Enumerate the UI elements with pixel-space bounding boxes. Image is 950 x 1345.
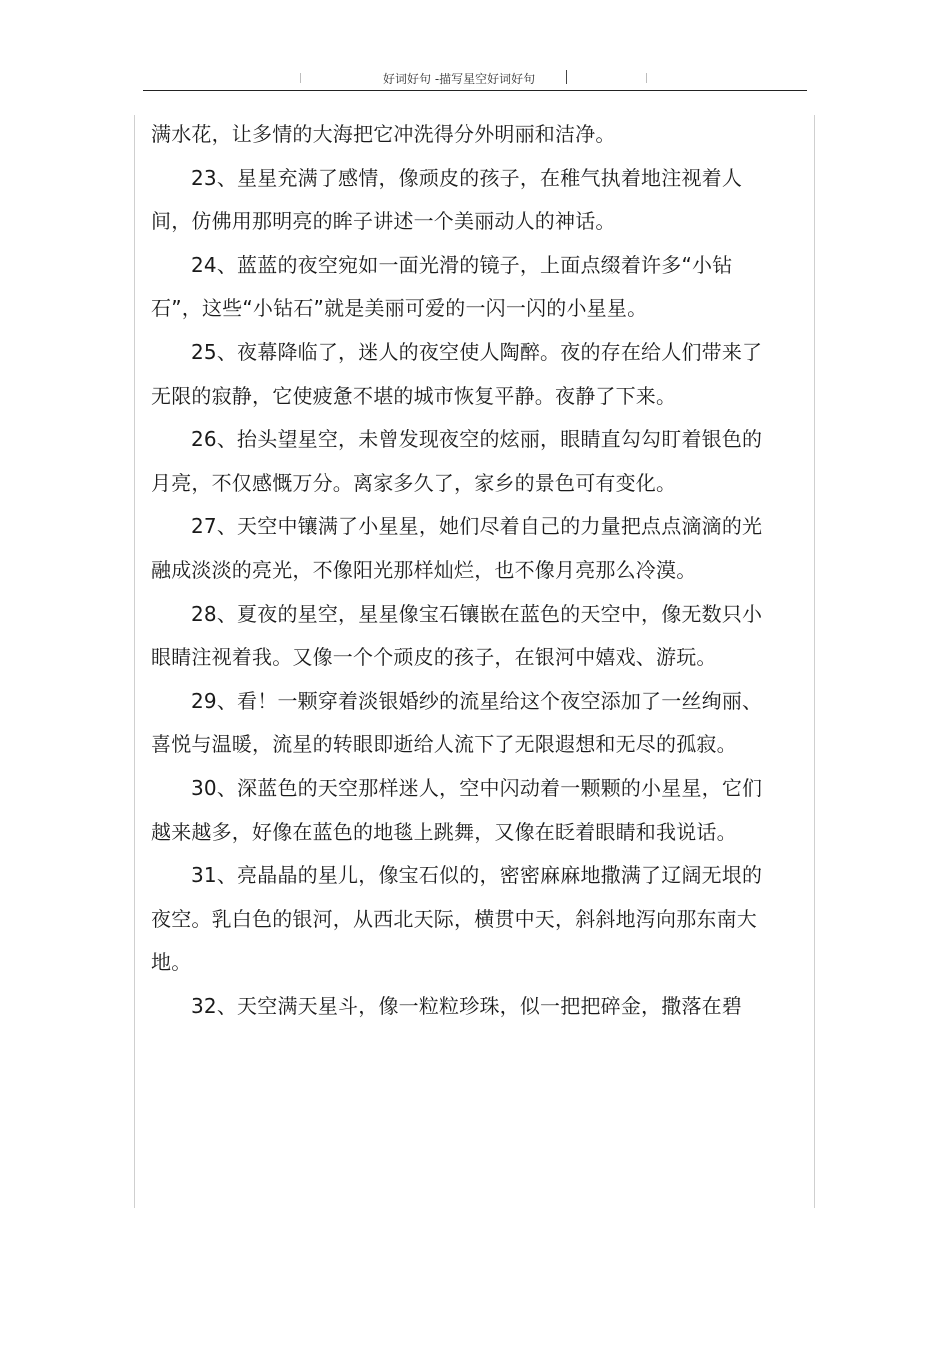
- header-title: 好词好句 -描写星空好词好句: [383, 72, 536, 86]
- paragraph: 26、抬头望星空，未曾发现夜空的炫丽，眼睛直勾勾盯着银色的月亮，不仅感慨万分。离家多久了，家乡的景色可有变化。: [151, 427, 763, 495]
- header-tick-mark: [300, 73, 301, 83]
- left-margin-line: [134, 115, 135, 1208]
- paragraph: 31、亮晶晶的星儿，像宝石似的，密密麻麻地撒满了辽阔无垠的夜空。乳白色的银河，从西北天际，横贯中天，斜斜地泻向那东南大地。: [151, 863, 763, 975]
- paragraph: 25、夜幕降临了，迷人的夜空使人陶醉。夜的存在给人们带来了无限的寂静，它使疲惫不堪的城市恢复平静。夜静了下来。: [151, 339, 763, 408]
- paragraph: 满水花，让多情的大海把它冲洗得分外明丽和洁净。: [151, 122, 616, 146]
- page-header: [143, 68, 807, 91]
- header-tick-mark: [646, 73, 647, 83]
- header-tick-mark: [566, 70, 567, 84]
- right-margin-line: [814, 115, 815, 1208]
- paragraph: 24、蓝蓝的夜空宛如一面光滑的镜子，上面点缀着许多“小钻石”，这些“小钻石”就是美丽可爱的一闪一闪的小星星。: [151, 252, 733, 321]
- document-body: [151, 113, 771, 1028]
- paragraph: 32、天空满天星斗，像一粒粒珍珠，似一把把碎金，撒落在碧: [191, 993, 743, 1018]
- paragraph: 23、星星充满了感情，像顽皮的孩子，在稚气执着地注视着人间，仿佛用那明亮的眸子讲述一个美丽动人的神话。: [151, 165, 743, 234]
- paragraph: 29、看！一颗穿着淡银婚纱的流星给这个夜空添加了一丝绚丽、喜悦与温暖，流星的转眼即逝给人流下了无限遐想和无尽的孤寂。: [151, 688, 763, 757]
- paragraph: 30、深蓝色的天空那样迷人，空中闪动着一颗颗的小星星，它们越来越多，好像在蓝色的地毯上跳舞，又像在眨着眼睛和我说话。: [151, 775, 763, 844]
- paragraph: 27、天空中镶满了小星星，她们尽着自己的力量把点点滴滴的光融成淡淡的亮光，不像阳光那样灿烂，也不像月亮那么冷漠。: [151, 514, 763, 582]
- paragraph: 28、夏夜的星空，星星像宝石镶嵌在蓝色的天空中，像无数只小眼睛注视着我。又像一个个顽皮的孩子，在银河中嬉戏、游玩。: [151, 601, 763, 670]
